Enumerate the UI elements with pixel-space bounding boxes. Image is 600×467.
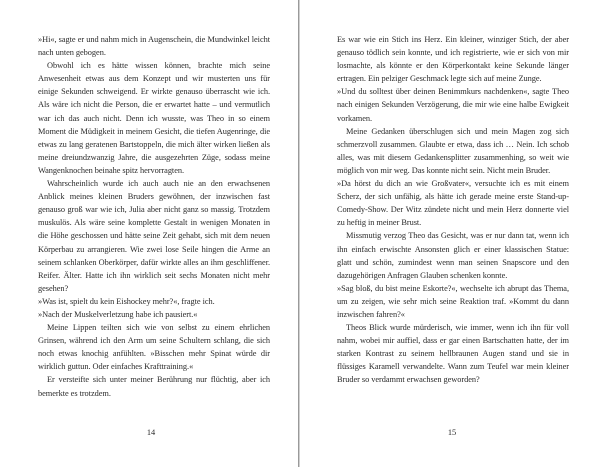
paragraph: »Nach der Muskelverletzung habe ich pausiert.« [38, 309, 198, 319]
right-page-text [337, 33, 569, 387]
page-number: 14 [146, 428, 156, 437]
paragraph: Meine Gedanken überschlugen sich und mein Magen zog sich schmerzvoll zusammen. Glaubte er etwa, dass ich … Nein. Ich schob alles, was mit diesem Gedankensplitter zusammenhing, so weit wie möglich von mir weg. Das konnte nicht sein. Nicht mein Bruder. [337, 126, 569, 175]
paragraph: »Da hörst du dich an wie Großvater«, versuchte ich es mit einem Scherz, der sich unfähig, als hätte ich gerade meine erste Stand-up-Comedy-Show. Der Witz zündete nicht und mein Herz donnerte viel zu heftig in meiner Brust. [337, 179, 569, 228]
paragraph: Er versteifte sich unter meiner Berührung nur flüchtig, aber ich bemerkte es trotzdem. [38, 375, 270, 398]
paragraph: Es war wie ein Stich ins Herz. Ein kleiner, winziger Stich, der aber genauso tödlich sein konnte, und ich registrierte, wie er sich von mir losmachte, als könnte er den Körperkontakt keine Sekunde länger ertragen. Ein pelziger Geschmack legte sich auf meine Zunge. [337, 35, 569, 84]
left-page-text [38, 33, 270, 400]
paragraph: Meine Lippen teilten sich wie von selbst zu einem ehrlichen Grinsen, während ich den Arm um seine Schultern schlang, die sich noch etwas knochig anfühlten. »Bisschen mehr Spinat würde dir wirklich guttun. Oder einfaches Krafttraining.« [38, 323, 270, 372]
paragraph: Wahrscheinlich wurde ich auch auch nie an den erwachsenen Anblick meines kleinen Bruders gewöhnen, der inzwischen fast genauso groß war wie ich, Julia aber nicht ganz so massig. Trotzdem muskulös. Als wäre seine komplette Gestalt in wenigen Monaten in die Höhe geschossen und hätte seine Zeit gehabt, sich mit dem neuen Körperbau zu arrangieren. Wie zwei lose Seile hingen die Arme an seinem schlanken Oberkörper, dafür wirkte alles an ihm geschliffener. Reifer. Älter. Hatte ich ihn wirklich seit sechs Monaten nicht mehr gesehen? [38, 179, 270, 293]
paragraph: »Sag bloß, du bist meine Eskorte?«, wechselte ich abrupt das Thema, um zu zeigen, wie sehr mich seine Reaktion traf. »Kommt du dann inzwischen fahren?« [337, 283, 569, 319]
paragraph: »Hi«, sagte er und nahm mich in Augenschein, die Mundwinkel leicht nach unten gebogen. [38, 35, 270, 58]
left-page [0, 0, 299, 467]
paragraph: »Was ist, spielt du kein Eishockey mehr?«, fragte ich. [38, 296, 215, 306]
paragraph: Missmutig verzog Theo das Gesicht, was er nur dann tat, wenn ich ihn einfach erwischte Ansonsten glich er einer klassischen Statue: glatt und schön, zumindest wenn man seinen Snapscore und den dazugehörigen Anfragen Glauben schenken konnte. [337, 231, 569, 280]
page-number: 15 [447, 428, 457, 437]
paragraph: Theos Blick wurde mürderisch, wie immer, wenn ich ihn für voll nahm, wobei mir auffiel, dass er gar einen Bartschatten hatte, der im starken Kontrast zu seinem hellbraunen Augen stand und sie in flüssiges Karamell verwandelte. Wann zum Teufel war mein kleiner Bruder so verdammt erwachsen geworden? [337, 323, 569, 385]
right-page [299, 0, 598, 467]
paragraph: »Und du solltest über deinen Benimmkurs nachdenken«, sagte Theo nach einigen Sekunden Verzögerung, die mir wie eine halbe Ewigkeit vorkamen. [337, 87, 569, 123]
paragraph: Obwohl ich es hätte wissen können, brachte mich seine Anwesenheit etwas aus dem Konzept und wir musterten uns für einige Sekunden schweigend. Er wirkte genauso überrascht wie ich. Als wäre ich nicht die Person, die er erwartet hatte – und vermutlich war ich das auch nicht. Denn ich wusste, was Theo in so einem Moment die Müdigkeit in meinem Gesicht, die tiefen Augenringe, die etwas zu lang geratenen Bartstoppeln, die mich älter wirken ließen als meine dreiundzwanzig Jahre, die ausgezehrten Züge, sodass meine Wangenknochen beinahe spitz hervorragten. [38, 61, 270, 175]
